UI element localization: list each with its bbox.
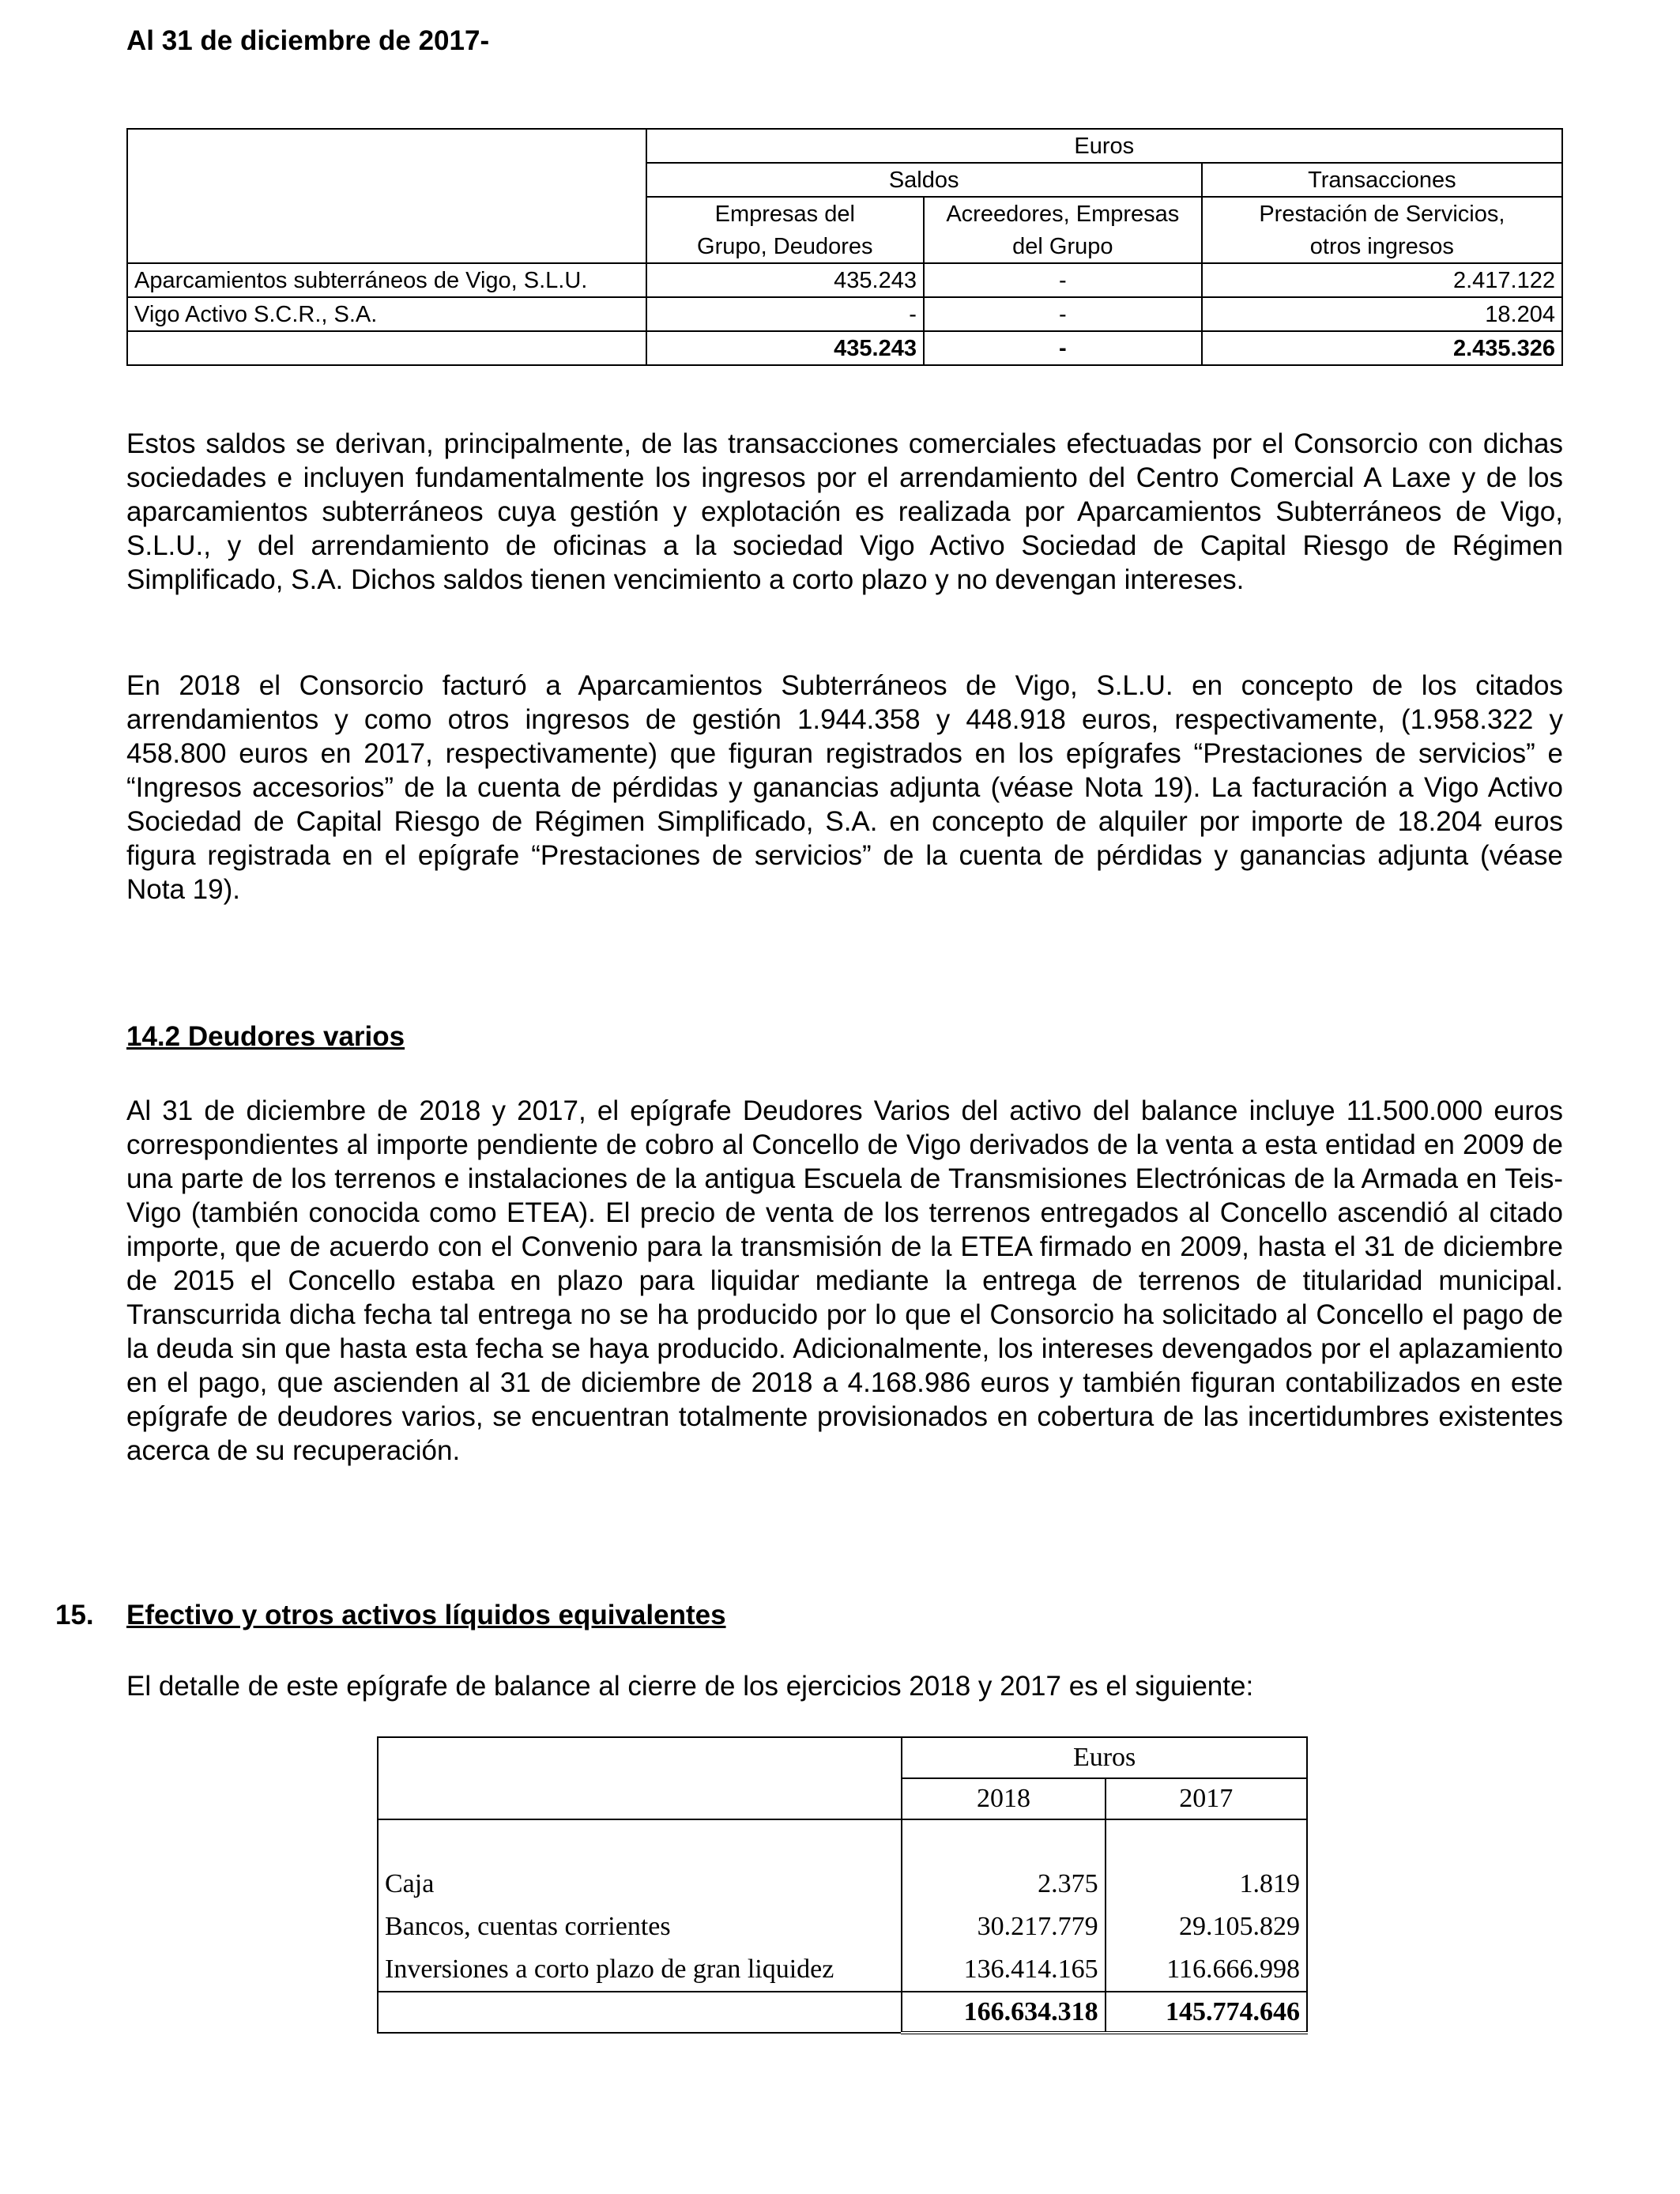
row-label: Aparcamientos subterráneos de Vigo, S.L.U. [127,263,646,297]
table-row [378,1906,1307,1948]
table-row [378,1948,1307,1992]
header-year-2018: 2018 [902,1778,1105,1819]
table-row [127,263,1562,297]
header-acreedores-line2: del Grupo [924,230,1202,263]
section-number: 15. [55,1600,94,1630]
table-corner-cell [378,1737,902,1778]
section-title-text: Efectivo y otros activos líquidos equivalentes [126,1600,726,1630]
paragraph-deudores-varios [126,1094,1563,1468]
total-2017: 145.774.646 [1106,1992,1307,2033]
paragraph-efectivo-intro [126,1669,1563,1703]
cash-equivalents-table [377,1736,1308,2034]
header-year-2017: 2017 [1106,1778,1307,1819]
related-party-balances-table [126,128,1563,366]
header-prestacion-line1: Prestación de Servicios, [1202,197,1562,230]
row-label: Caja [378,1863,902,1906]
header-euros: Euros [902,1737,1307,1778]
date-heading: Al 31 de diciembre de 2017- [126,25,490,56]
cell-deudores: - [646,297,924,331]
paragraph-text: El detalle de este epígrafe de balance al cierre de los ejercicios 2018 y 2017 es el siguiente: [126,1671,1254,1702]
table-corner-cell [127,163,646,197]
header-saldos: Saldos [646,163,1202,197]
cell-2017: 1.819 [1106,1863,1307,1906]
table-header-row [127,163,1562,197]
cell-2017: 29.105.829 [1106,1906,1307,1948]
paragraph-text: Estos saldos se derivan, principalmente, de las transacciones comerciales efectuadas por el Consorcio con dichas sociedades e incluyen fundamentalmente los ingresos por el arrendamiento del Centro Comercial A Laxe y de los aparcamientos subterráneos cuya gestión y explotación es realizada por Aparcamientos Subterráneos de Vigo, S.L.U., y del arrendamiento de oficinas a la sociedad Vigo Activo Sociedad de Capital Riesgo de Régimen Simplificado, S.A. Dichos saldos tienen vencimiento a corto plazo y no devengan intereses. [126,428,1563,595]
cell-prestacion: 18.204 [1202,297,1562,331]
header-euros: Euros [646,129,1562,163]
cell-2017: 116.666.998 [1106,1948,1307,1992]
table-header-row [378,1778,1307,1819]
header-transacciones: Transacciones [1202,163,1562,197]
total-label-cell [127,331,646,365]
header-acreedores-line1: Acreedores, Empresas [924,197,1202,230]
table-total-row [378,1992,1307,2033]
total-deudores: 435.243 [646,331,924,365]
table-corner-cell [127,129,646,163]
table-header-row [127,230,1562,263]
cell-prestacion: 2.417.122 [1202,263,1562,297]
cell-2018: 2.375 [902,1863,1105,1906]
total-label-cell [378,1992,902,2033]
header-deudores-line2: Grupo, Deudores [646,230,924,263]
cell-deudores: 435.243 [646,263,924,297]
table-corner-cell [127,197,646,230]
header-deudores-line1: Empresas del [646,197,924,230]
paragraph-facturacion [126,669,1563,907]
spacer-row [378,1819,1307,1863]
table-header-row [127,197,1562,230]
paragraph-text: Al 31 de diciembre de 2018 y 2017, el epígrafe Deudores Varios del activo del balance incluye 11.500.000 euros correspondientes al importe pendiente de cobro al Concello de Vigo derivados de la venta a esta entidad en 2009 de una parte de los terrenos e instalaciones de la antigua Escuela de Transmisiones Electrónicas de la Armada en Teis-Vigo (también conocida como ETEA). El precio de venta de los terrenos entregados al Concello ascendió al citado importe, que de acuerdo con el Convenio para la transmisión de la ETEA firmado en 2009, hasta el 31 de diciembre de 2015 el Concello estaba en plazo para liquidar mediante la entrega de terrenos de titularidad municipal. Transcurrida dicha fecha tal entrega no se ha producido por lo que el Consorcio ha solicitado al Concello el pago de la deuda sin que hasta esta fecha se haya producido. Adicionalmente, los intereses devengados por el aplazamiento en el pago, que ascienden al 31 de diciembre de 2018 a 4.168.986 euros y también figuran contabilizados en este epígrafe de deudores varios, se encuentran totalmente provisionados en cobertura de las incertidumbres existentes acerca de su recuperación. [126,1095,1563,1466]
paragraph-text: En 2018 el Consorcio facturó a Aparcamientos Subterráneos de Vigo, S.L.U. en concepto de los citados arrendamientos y como otros ingresos de gestión 1.944.358 y 448.918 euros, respectivamente, (1.958.322 y 458.800 euros en 2017, respectivamente) que figuran registrados en los epígrafes “Prestaciones de servicios” e “Ingresos accesorios” de la cuenta de pérdidas y ganancias adjunta (véase Nota 19). La facturación a Vigo Activo Sociedad de Capital Riesgo de Régimen Simplificado, S.A. en concepto de alquiler por importe de 18.204 euros figura registrada en el epígrafe “Prestaciones de servicios” de la cuenta de pérdidas y ganancias adjunta (véase Nota 19). [126,670,1563,905]
table-row [127,297,1562,331]
table-row [378,1863,1307,1906]
total-prestacion: 2.435.326 [1202,331,1562,365]
cell-2018: 30.217.779 [902,1906,1105,1948]
table-total-row [127,331,1562,365]
total-acreedores: - [924,331,1202,365]
table-header-row [378,1737,1307,1778]
row-label: Vigo Activo S.C.R., S.A. [127,297,646,331]
paragraph-saldos [126,427,1563,597]
header-prestacion-line2: otros ingresos [1202,230,1562,263]
table-header-row [127,129,1562,163]
cell-acreedores: - [924,263,1202,297]
section-title [55,1598,726,1632]
row-label: Inversiones a corto plazo de gran liquidez [378,1948,902,1992]
row-label: Bancos, cuentas corrientes [378,1906,902,1948]
cell-acreedores: - [924,297,1202,331]
subsection-title: 14.2 Deudores varios [126,1021,405,1052]
table-corner-cell [378,1778,902,1819]
cell-2018: 136.414.165 [902,1948,1105,1992]
table-corner-cell [127,230,646,263]
total-2018: 166.634.318 [902,1992,1105,2033]
